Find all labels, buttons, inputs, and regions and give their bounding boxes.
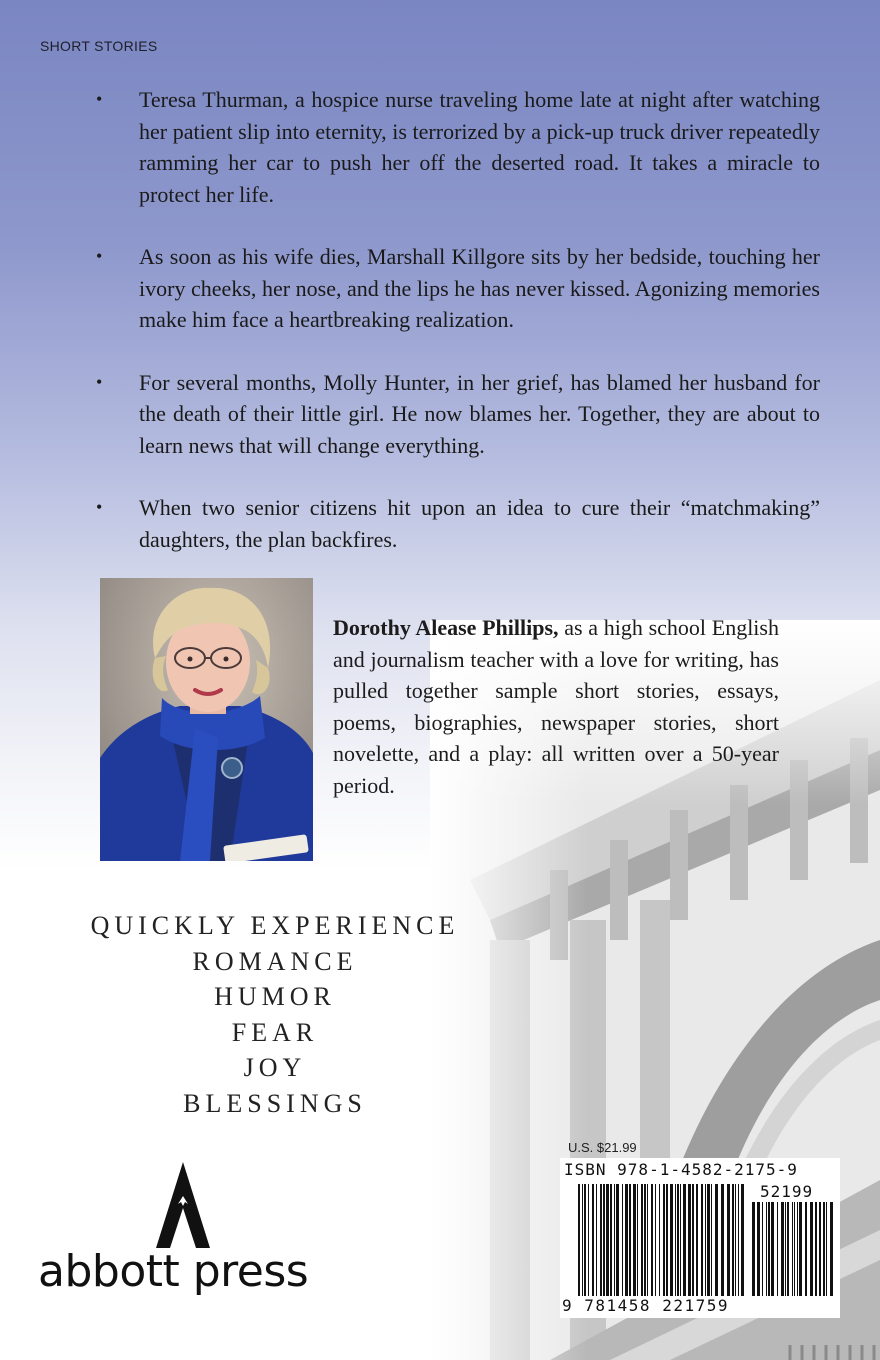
story-text: For several months, Molly Hunter, in her grief, has blamed her husband for the death of their little girl. He now blames her. Together, they are about to learn news that will change everything. [139,369,820,458]
barcode-bar [738,1184,739,1296]
barcode-bar [799,1202,802,1296]
barcode-bar [600,1184,602,1296]
bullet-marker: • [96,246,103,266]
author-name: Dorothy Alease Phillips, [333,615,559,640]
barcode-bar [823,1202,825,1296]
barcode-bar [578,1184,580,1296]
story-text: Teresa Thurman, a hospice nurse traveling home late at night after watching her patient slip into eternity, is terrorized by a pick-up truck driver repeatedly ramming her car to push her off the deserted road. It takes a miracle to protect her life. [139,87,820,207]
barcode-bar [777,1202,778,1296]
publisher-logo-icon [156,1162,210,1248]
barcode-bar [666,1184,668,1296]
story-summary [96,241,820,336]
barcode-bar [732,1184,734,1296]
barcode-bar [711,1184,712,1296]
barcode-bar [810,1202,813,1296]
barcode-bar [633,1184,636,1296]
barcode-bar [584,1184,586,1296]
barcode-bar [606,1184,609,1296]
barcode-bar [670,1184,673,1296]
publisher-name: abbott press [38,1246,309,1297]
barcode-bar [647,1184,648,1296]
author-photo [100,578,313,861]
barcode-bar [688,1184,691,1296]
barcode-bar [794,1202,795,1296]
story-list [96,84,820,555]
barcode-bar [596,1184,597,1296]
barcode-bar [644,1184,646,1296]
price-code-bars [752,1202,834,1296]
barcode-bar [830,1202,833,1296]
barcode-bar [819,1202,821,1296]
tagline-line: QUICKLY EXPERIENCE [90,911,460,940]
barcode-bar [659,1184,660,1296]
price-label: U.S. $21.99 [568,1140,637,1155]
barcode-bar [705,1184,706,1296]
barcode-bar [715,1184,718,1296]
barcode-bar [622,1184,623,1296]
story-summary [96,492,820,555]
barcode-bar [792,1202,793,1296]
barcode-bar [582,1184,583,1296]
tagline-line: BLESSINGS [183,1088,367,1118]
barcode-bar [707,1184,710,1296]
barcode-bar [610,1184,612,1296]
barcode-bar [614,1184,615,1296]
story-text: When two senior citizens hit upon an idea to cure their “matchmaking” daughters, the plan backfires. [139,495,820,552]
author-bio [333,612,779,802]
bullet-marker: • [96,371,103,392]
author-bio-text: as a high school English and journalism teacher with a love for writing, has pulled together sample short stories, essays, poems, biographies, newspaper stories, short novelette, and a play: all written over a 50-year period. [333,615,779,798]
barcode-bar [641,1184,643,1296]
barcode-bar [762,1202,763,1296]
barcode [560,1158,840,1318]
barcode-bar [721,1184,724,1296]
barcode-bar [625,1184,628,1296]
barcode-bar [683,1184,686,1296]
tagline-line: ROMANCE [192,946,358,976]
barcode-bar [629,1184,631,1296]
barcode-bar [588,1184,589,1296]
barcode-bar [757,1202,760,1296]
tagline [70,908,480,1121]
barcode-bar [616,1184,619,1296]
barcode-bar [781,1202,784,1296]
barcode-bar [826,1202,827,1296]
barcode-bar [603,1184,605,1296]
barcode-bar [785,1202,786,1296]
tagline-line: HUMOR [214,982,336,1011]
barcode-bar [727,1184,730,1296]
barcode-bar [696,1184,698,1296]
barcode-bar [771,1202,774,1296]
barcode-bar [752,1202,755,1296]
barcode-bar [592,1184,594,1296]
barcode-bar [637,1184,638,1296]
barcode-bar [692,1184,694,1296]
story-text: As soon as his wife dies, Marshall Killgore sits by her bedside, touching her ivory cheeks, her nose, and the lips he has never kissed. Agonizing memories make him face a heartbreaking realization. [139,244,820,332]
barcode-bar [797,1202,798,1296]
story-summary [96,84,820,210]
barcode-bar [655,1184,656,1296]
barcode-bar [677,1184,679,1296]
isbn-text: ISBN 978-1-4582-2175-9 [564,1160,798,1179]
barcode-bar [787,1202,789,1296]
barcode-bar [766,1202,767,1296]
price-code-text: 52199 [760,1182,814,1201]
barcode-bars [578,1184,744,1296]
barcode-bar [675,1184,676,1296]
barcode-number: 9 781458 221759 [562,1296,729,1315]
barcode-bar [680,1184,681,1296]
story-summary [96,367,820,462]
bullet-marker: • [96,89,103,109]
tagline-line: FEAR [231,1017,319,1047]
barcode-bar [805,1202,807,1296]
barcode-bar [651,1184,653,1296]
barcode-bar [701,1184,703,1296]
barcode-bar [768,1202,770,1296]
tagline-line: JOY [243,1053,307,1082]
category-label: SHORT STORIES [40,38,158,54]
barcode-bar [741,1184,744,1296]
barcode-bar [663,1184,665,1296]
bullet-marker: • [96,497,103,517]
barcode-bar [735,1184,736,1296]
barcode-bar [815,1202,817,1296]
